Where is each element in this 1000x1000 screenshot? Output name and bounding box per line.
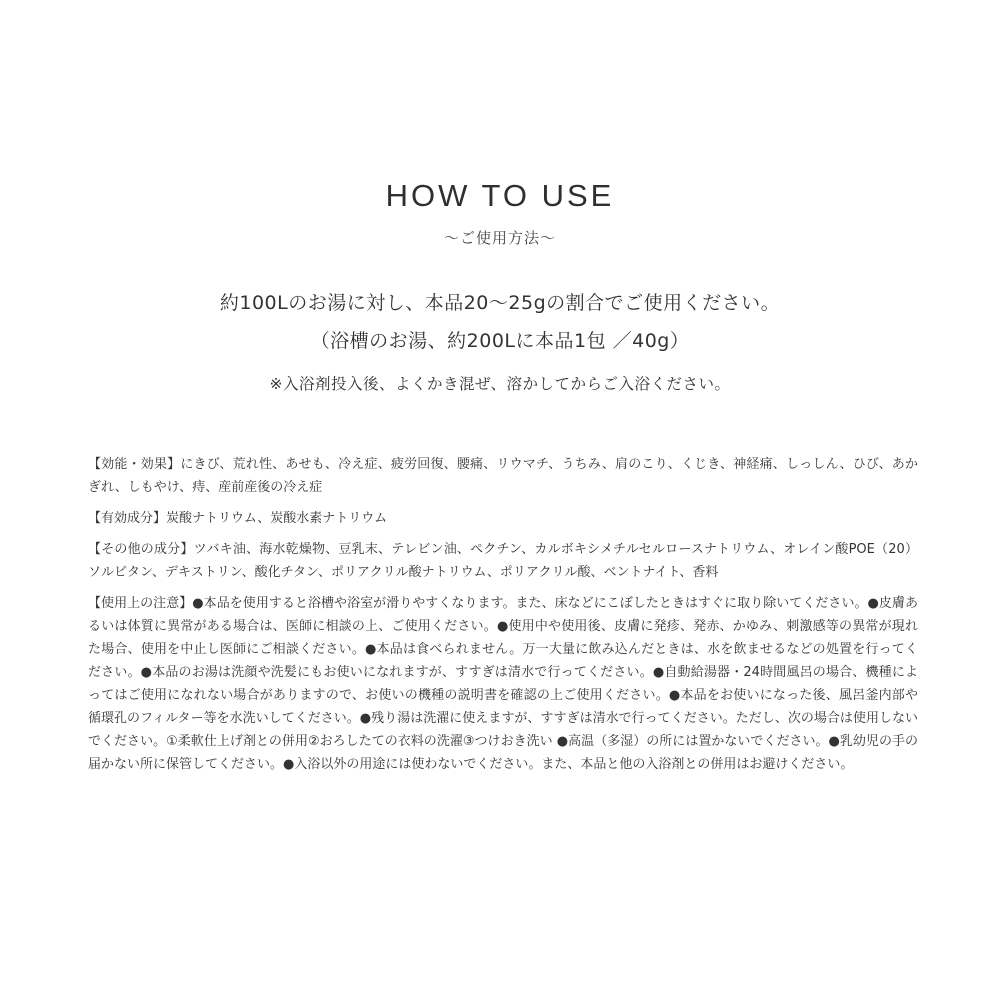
active-ingredients-text: 炭酸ナトリウム、炭酸水素ナトリウム — [166, 511, 388, 526]
active-ingredients-section — [88, 507, 918, 530]
dosage-instruction: 約100Lのお湯に対し、本品20〜25gの割合でご使用ください。 — [219, 292, 781, 314]
page-title: HOW TO USE — [385, 178, 615, 213]
caution-section — [88, 592, 918, 776]
other-ingredients-section — [88, 538, 918, 584]
efficacy-text: にきび、荒れ性、あせも、冷え症、疲労回復、腰痛、リウマチ、うちみ、肩のこり、くじき、神経痛、しっしん、ひび、あかぎれ、しもやけ、痔、産前産後の冷え症 — [88, 457, 918, 495]
caution-label: 【使用上の注意】 — [88, 596, 193, 611]
other-ingredients-text: ツバキ油、海水乾燥物、豆乳末、テレビン油、ペクチン、カルボキシメチルセルロースナトリウム、オレイン酸POE（20）ソルビタン、デキストリン、酸化チタン、ポリアクリル酸ナトリウム、ポリアクリル酸、ベントナイト、香料 — [88, 542, 918, 580]
product-information — [88, 453, 918, 784]
caution-text: ●本品を使用すると浴槽や浴室が滑りやすくなります。また、床などにこぼしたときはすぐに取り除いてください。●皮膚あるいは体質に異常がある場合は、医師に相談の上、ご使用ください。●使用中や使用後、皮膚に発疹、発赤、かゆみ、刺激感等の異常が現れた場合、使用を中止し医師にご相談ください。●本品は食べられません。万一大量に飲み込んだときは、水を飲ませるなどの処置を行ってください。●本品のお湯は洗顔や洗髪にもお使いになれますが、すすぎは清水で行ってください。●自動給湯器・24時間風呂の場合、機種によってはご使用になれない場合がありますので、お使いの機種の説明書を確認の上ご使用ください。●本品をお使いになった後、風呂釜内部や循環孔のフィルター等を水洗いしてください。●残り湯は洗濯に使えますが、すすぎは清水で行ってください。ただし、次の場合は使用しないでください。①柔軟仕上げ剤との併用②おろしたての衣料の洗濯③つけおき洗い ●高温（多湿）の所には置かないでください。●乳幼児の手の届かない所に保管してください。●入浴以外の用途には使わないでください。また、本品と他の入浴剤との併用はお避けください。 — [88, 596, 919, 772]
dosage-bath-amount: （浴槽のお湯、約200Lに本品1包 ／40g） — [310, 330, 690, 352]
active-ingredients-label: 【有効成分】 — [88, 511, 167, 526]
dosage-note: ※入浴剤投入後、よくかき混ぜ、溶かしてからご入浴ください。 — [269, 375, 731, 393]
efficacy-label: 【効能・効果】 — [88, 457, 181, 472]
page-subtitle: 〜ご使用方法〜 — [443, 229, 556, 247]
efficacy-section — [88, 453, 918, 499]
other-ingredients-label: 【その他の成分】 — [88, 542, 194, 557]
